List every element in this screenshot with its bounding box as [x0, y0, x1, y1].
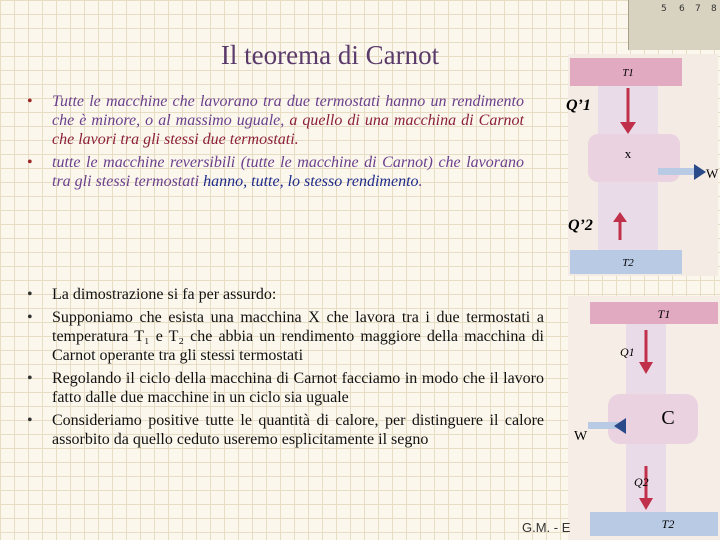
bullets-bottom — [24, 285, 544, 453]
bullet-text: . — [418, 173, 423, 190]
bullet-item: • tutte le macchine reversibili (tutte le macchine di Carnot) che lavorano tra gli stessi termostati hanno, tutte, lo stesso rendimento. — [27, 154, 524, 190]
bullet-item: • La dimostrazione si fa per assurdo: — [27, 286, 277, 303]
bullet-item: • Supponiamo che esista una macchina X che lavora tra i due termostati a temperatura T₁ e T₂ che abbia un rendimento maggiore della macchina di Carnot operante tra gli stessi termostati — [27, 309, 544, 364]
ruler-mark: 7 — [695, 4, 701, 14]
ruler-mark: 6 — [679, 4, 685, 14]
bullet-item: • Regolando il ciclo della macchina di Carnot facciamo in modo che il lavoro fatto dalle due macchine in un ciclo sia uguale — [27, 370, 544, 406]
ruler-image — [628, 0, 720, 50]
t2-label: T2 — [661, 517, 675, 531]
machine-x-diagram — [540, 52, 720, 280]
t1-label: T1 — [622, 67, 634, 79]
bullet-text: Tutte le macchine che lavorano tra due termostati hanno un rendimento che è minore, o al massimo uguale, — [52, 93, 524, 129]
footer-author: G.M. - E — [522, 520, 571, 535]
q1-label: Q1 — [620, 345, 635, 359]
ruler-mark: 8 — [711, 4, 717, 14]
q1-prime-label: Q’1 — [566, 97, 591, 114]
machine-x-label: x — [624, 146, 632, 161]
work-pipe — [658, 168, 696, 175]
bullets-top — [24, 92, 524, 195]
work-label: W — [706, 166, 719, 181]
work-label: W — [574, 429, 588, 444]
machine-c-label: C — [661, 407, 675, 429]
carnot-machine-diagram — [568, 296, 720, 540]
q2-prime-label: Q’2 — [568, 217, 593, 234]
bullet-item: • Tutte le macchine che lavorano tra due termostati hanno un rendimento che è minore, o al massimo uguale, a quello di una macchina di Carnot che lavori tra gli stessi due termostati. — [27, 93, 524, 148]
machine-body — [608, 394, 698, 444]
t1-label: T1 — [657, 307, 671, 321]
bullet-text: a quello di una macchina di Carnot che lavori tra gli stessi due termostati. — [52, 112, 524, 148]
q2-label: Q2 — [634, 475, 649, 489]
cold-reservoir — [590, 512, 718, 536]
bullet-text: tutte le macchine reversibili (tutte le macchine di Carnot) che lavorano tra gli stessi termostati — [52, 154, 524, 190]
slide-title: Il teorema di Carnot — [220, 40, 440, 70]
bullet-item: • Consideriamo positive tutte le quantità di calore, per distinguere il calore assorbito da quello ceduto useremo esplicitamente il segno — [27, 412, 544, 448]
ruler-mark: 5 — [661, 4, 667, 14]
bullet-text: hanno, tutte, lo stesso rendimento — [203, 173, 419, 190]
hot-reservoir — [590, 302, 718, 324]
t2-label: T2 — [622, 257, 634, 269]
